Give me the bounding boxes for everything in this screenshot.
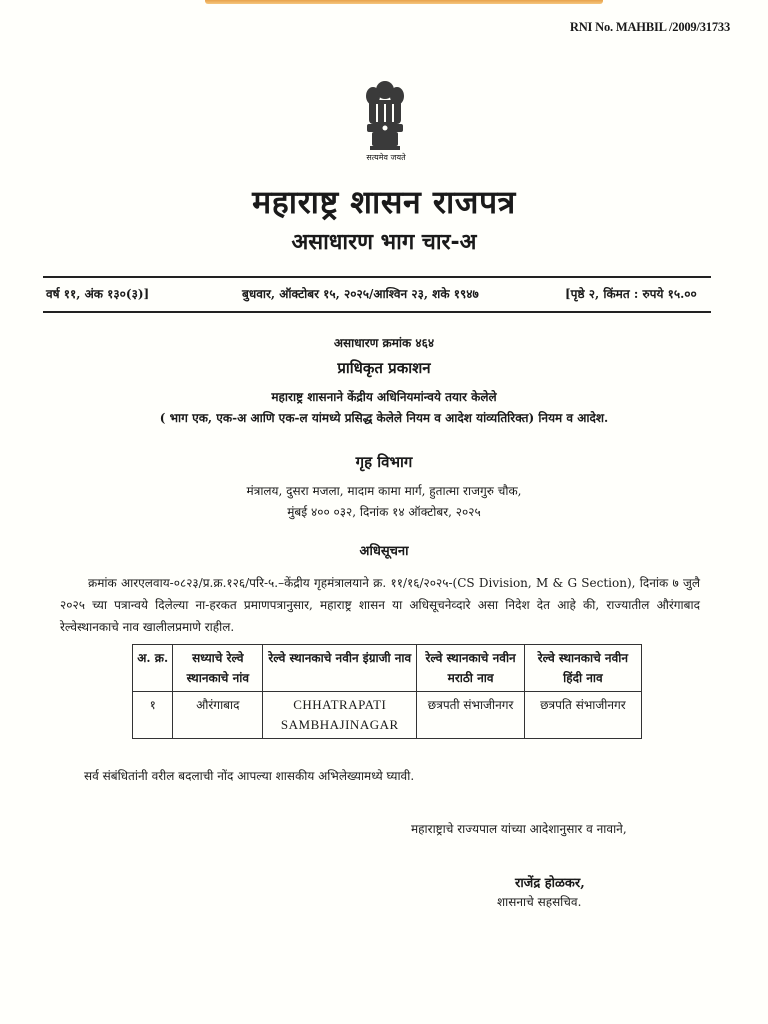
signatory-designation: शासनाचे सहसचिव. (497, 895, 582, 909)
cell-new-hindi-name: छत्रपति संभाजीनगर (524, 692, 641, 739)
description-line-2: ( भाग एक, एक-अ आणि एक-ल यांमध्ये प्रसिद्ध केलेले नियम व आदेश यांव्यतिरिक्त) नियम व आदेश. (159, 411, 609, 425)
address-line-1: मंत्रालय, दुसरा मजला, मादाम कामा मार्ग, हुतात्मा राजगुरु चौक, (246, 484, 522, 498)
cell-new-marathi-name: छत्रपती संभाजीनगर (417, 692, 524, 739)
gazette-title: महाराष्ट्र शासन राजपत्र (252, 183, 516, 221)
col-new-hindi-name: रेल्वे स्थानकाचे नवीन हिंदी नाव (524, 645, 641, 692)
gazette-subtitle: असाधारण भाग चार-अ (291, 230, 477, 255)
notification-heading: अधिसूचना (359, 544, 409, 559)
cell-current-name: औरंगाबाद (173, 692, 263, 739)
emblem-motto: सत्यमेव जयते (366, 153, 406, 162)
table-header-row (133, 645, 642, 692)
authorized-publication: प्राधिकृत प्रकाशन (337, 359, 431, 377)
signatory-name: राजेंद्र होळकर, (515, 876, 585, 891)
rni-number: RNI No. MAHBIL /2009/31733 (569, 20, 730, 34)
divider-bottom (43, 311, 711, 313)
cell-serial: १ (133, 692, 173, 739)
publication-date: बुधवार, ऑक्टोबर १५, २०२५/आश्विन २३, शके १९४७ (242, 287, 479, 301)
state-emblem-icon (362, 78, 408, 154)
volume-issue: वर्ष ११, अंक १३०(३)] (46, 287, 150, 301)
divider-top (43, 276, 711, 278)
address-line-2: मुंबई ४०० ०३२, दिनांक १४ ऑक्टोबर, २०२५ (287, 505, 481, 519)
extraordinary-number: असाधारण क्रमांक ४६४ (333, 336, 435, 350)
pages-price: [पृष्ठे २, किंमत : रुपये १५.०० (565, 287, 697, 301)
record-note: सर्व संबंधितांनी वरील बदलाची नोंद आपल्या शासकीय अभिलेख्यामध्ये घ्यावी. (84, 769, 415, 783)
col-new-english-name: रेल्वे स्थानकाचे नवीन इंग्राजी नाव (263, 645, 417, 692)
description-line-1: महाराष्ट्र शासनाने केंद्रीय अधिनियमांन्वये तयार केलेले (271, 390, 497, 404)
station-name-table (132, 644, 642, 739)
cell-new-english-name: CHHATRAPATI SAMBHAJINAGAR (263, 692, 417, 739)
col-serial: अ. क्र. (133, 645, 173, 692)
governor-order: महाराष्ट्राचे राज्यपाल यांच्या आदेशानुसार व नावाने, (411, 822, 627, 836)
table-row (133, 692, 642, 739)
col-new-marathi-name: रेल्वे स्थानकाचे नवीन मराठी नाव (417, 645, 524, 692)
col-current-name: सध्याचे रेल्वे स्थानकाचे नांव (173, 645, 263, 692)
notification-paragraph: क्रमांक आरएलवाय-०८२३/प्र.क्र.१२६/परि-५.–केंद्रीय गृहमंत्रालयाने क्र. ११/१६/२०२५-(CS Division, M & G Section), दिनांक ७ जुलै २०२५ च्या पत्रान्वये दिलेल्या ना-हरकत प्रमाणपत्रानुसार, महाराष्ट्र शासन या अधिसूचनेव्दारे असा निदेश देत आहे की, राज्यातील औरंगाबाद रेल्वेस्थानकाचे नाव खालीलप्रमाणे राहील. (60, 576, 700, 634)
top-border-strip (205, 0, 603, 4)
department-name: गृह विभाग (355, 453, 413, 471)
